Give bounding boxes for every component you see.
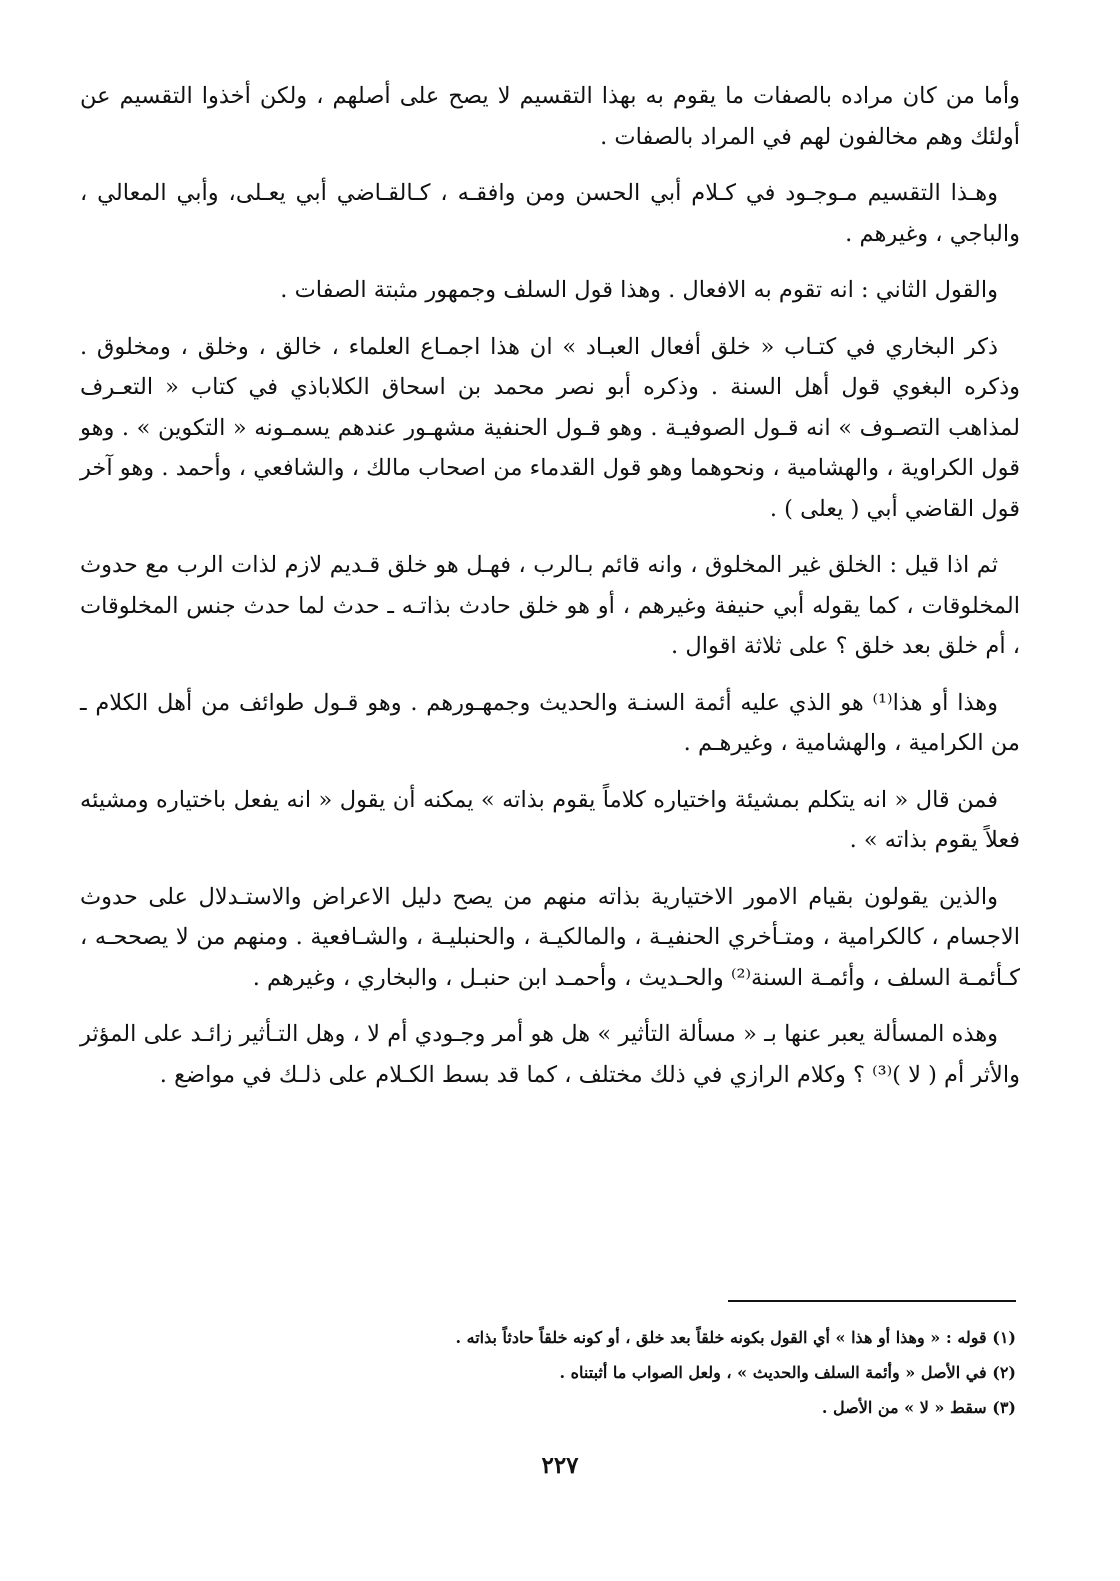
- paragraph-1: وأما من كان مراده بالصفات ما يقوم به بهذا التقسيم لا يصح على أصلهم ، ولكن أخذوا التقسيم عن أولئك وهم مخالفون لهم في المراد بالصفات .: [80, 83, 1020, 150]
- footnotes: [296, 1320, 1016, 1425]
- paragraph-4: ذكر البخاري في كتـاب « خلق أفعال العبـاد » ان هذا اجمـاع العلماء ، خالق ، وخلق ، ومخلوق . وذكره البغوي قول أهل السنة . وذكره أبو نصر محمد بن اسحاق الكلاباذي في كتاب « التعـرف لمذاهب التصـوف » انه قـول الصوفيـة . وهو قـول الحنفية مشهـور عندهم يسمـونه « التكوين » . وهو قول الكراوية ، والهشامية ، ونحوهما وهو قول القدماء من اصحاب مالك ، والشافعي ، وأحمد . وهو آخر قول القاضي أبي ( يعلى ) .: [80, 333, 1020, 522]
- footnote-2: (٢) في الأصل « وأئمة السلف والحديث » ، ولعل الصواب ما أثبتناه .: [559, 1363, 1016, 1382]
- paragraph-6: وهذا أو هذا⁽¹⁾ هو الذي عليه أئمة السنـة والحديث وجمهـورهم . وهو قـول طوائف من أهل الكلام ـ من الكرامية ، والهشامية ، وغيرهـم .: [80, 689, 1020, 756]
- paragraph-9: وهذه المسألة يعبر عنها بـ « مسألة التأثير » هل هو أمر وجـودي أم لا ، وهل التـأثير زائـد على المؤثر والأثر أم ( لا )⁽³⁾ ؟ وكلام الرازي في ذلك مختلف ، كما قد بسط الكـلام على ذلـك في مواضع .: [80, 1021, 1020, 1088]
- paragraph-8: والذين يقولون بقيام الامور الاختيارية بذاته منهم من يصح دليل الاعراض والاستـدلال على حدوث الاجسام ، كالكرامية ، ومتـأخري الحنفيـة ، والمالكيـة ، والحنبليـة ، والشـافعية . ومنهم من لا يصححـه ، كـأئمـة السلف ، وأئمـة السنة⁽²⁾ والحـديث ، وأحمـد ابن حنبـل ، والبخاري ، وغيرهم .: [80, 883, 1020, 991]
- main-text: [80, 76, 1020, 1095]
- footnote-3: (٣) سقط « لا » من الأصل .: [821, 1398, 1016, 1417]
- paragraph-3: والقول الثاني : انه تقوم به الافعال . وهذا قول السلف وجمهور مثبتة الصفات .: [280, 277, 998, 303]
- paragraph-5: ثم اذا قيل : الخلق غير المخلوق ، وانه قائم بـالرب ، فهـل هو خلق قـديم لازم لذات الرب مع حدوث المخلوقات ، كما يقوله أبي حنيفة وغيرهم ، أو هو خلق حادث بذاتـه ـ حدث لما حدث جنس المخلوقات ، أم خلق بعد خلق ؟ على ثلاثة اقوال .: [80, 552, 1020, 659]
- paragraph-7: فمن قال « انه يتكلم بمشيئة واختياره كلاماً يقوم بذاته » يمكنه أن يقول « انه يفعل باختياره ومشيئه فعلاً يقوم بذاته » .: [80, 786, 1020, 853]
- footnote-1: (١) قوله : « وهذا أو هذا » أي القول بكونه خلقاً بعد خلق ، أو كونه خلقاً حادثاً بذاته .: [455, 1328, 1016, 1347]
- page-number: ٢٢٧: [541, 1452, 579, 1479]
- footnote-divider: [728, 1300, 1016, 1302]
- paragraph-2: وهـذا التقسيم مـوجـود في كـلام أبي الحسن ومن وافقـه ، كـالقـاضي أبي يعـلى، وأبي المعالي ، والباجي ، وغيرهم .: [80, 180, 1020, 247]
